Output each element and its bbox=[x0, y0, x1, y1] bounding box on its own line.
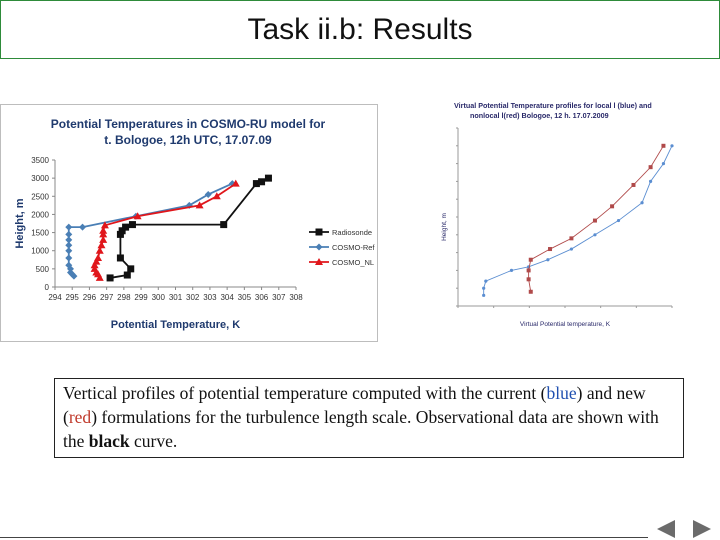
x-tick-label: 303 bbox=[203, 293, 217, 302]
right-x-axis-label: Virtual Potential temperature, K bbox=[519, 321, 611, 328]
data-point bbox=[124, 272, 131, 279]
legend-marker bbox=[316, 229, 323, 236]
x-tick-label: 302 bbox=[186, 293, 200, 302]
x-tick-label: 299 bbox=[134, 293, 148, 302]
right-series-red bbox=[527, 144, 666, 294]
caption bbox=[54, 378, 684, 458]
right-data-point bbox=[548, 247, 552, 251]
next-slide-icon[interactable] bbox=[693, 520, 711, 538]
chart-title-line: t. Bologoe, 12h UTC, 17.07.09 bbox=[104, 133, 272, 147]
slide-title: Task ii.b: Results bbox=[247, 12, 473, 46]
right-data-point bbox=[640, 201, 643, 204]
x-tick-label: 294 bbox=[48, 293, 62, 302]
right-data-point bbox=[662, 162, 665, 165]
y-tick-label: 2500 bbox=[31, 192, 49, 202]
y-tick-label: 3500 bbox=[31, 156, 49, 165]
x-tick-label: 298 bbox=[117, 293, 131, 302]
right-data-point bbox=[661, 144, 665, 148]
right-data-point bbox=[617, 219, 620, 222]
data-point bbox=[117, 254, 124, 261]
virtual-potential-temperature-chart bbox=[440, 98, 685, 330]
right-series-line bbox=[484, 146, 672, 296]
potential-temperature-chart bbox=[0, 104, 378, 342]
right-data-point bbox=[570, 247, 573, 250]
right-data-point bbox=[593, 233, 596, 236]
x-tick-label: 301 bbox=[168, 293, 183, 302]
caption-part4: curve. bbox=[129, 431, 178, 451]
data-point bbox=[107, 274, 114, 281]
data-point bbox=[129, 221, 136, 228]
caption-red-word: red bbox=[68, 407, 92, 427]
right-data-point bbox=[482, 294, 485, 297]
legend-label: COSMO-Ref bbox=[332, 243, 375, 252]
legend-label: COSMO_NL bbox=[332, 258, 375, 267]
right-data-point bbox=[593, 219, 597, 223]
right-data-point bbox=[631, 183, 635, 187]
chart-title-line: Potential Temperatures in COSMO-RU model for bbox=[50, 117, 326, 131]
right-data-point bbox=[510, 269, 513, 272]
y-tick-label: 500 bbox=[35, 264, 49, 274]
right-chart-title-line: Virtual Potential Temperature profiles for local l (blue) and bbox=[454, 101, 652, 110]
right-data-point bbox=[484, 279, 487, 282]
x-tick-label: 306 bbox=[254, 293, 269, 302]
right-data-point bbox=[649, 180, 652, 183]
caption-black-word: black bbox=[88, 431, 130, 451]
data-point bbox=[220, 221, 227, 228]
x-tick-label: 296 bbox=[82, 293, 97, 302]
y-axis-label: Height, m bbox=[14, 198, 26, 249]
right-data-point bbox=[529, 258, 533, 262]
right-data-point bbox=[610, 204, 614, 208]
right-chart-title bbox=[454, 101, 652, 120]
x-tick-label: 300 bbox=[151, 293, 165, 302]
caption-part2: ) and new ( bbox=[63, 383, 646, 427]
y-tick-label: 1500 bbox=[31, 228, 49, 238]
right-chart-title-line: nonlocal l(red) Bologoe, 12 h. 17.07.2009 bbox=[470, 111, 609, 120]
right-data-point bbox=[546, 258, 549, 261]
right-data-point bbox=[569, 236, 573, 240]
x-tick-label: 305 bbox=[237, 293, 252, 302]
legend-label: Radiosonde bbox=[332, 228, 373, 237]
right-y-axis-label: Height, m bbox=[441, 213, 448, 241]
previous-slide-icon[interactable] bbox=[657, 520, 675, 538]
x-tick-label: 308 bbox=[289, 293, 303, 302]
caption-part1: Vertical profiles of potential temperature computed with the current ( bbox=[63, 383, 547, 403]
x-tick-label: 307 bbox=[272, 293, 286, 302]
data-point bbox=[258, 178, 265, 185]
right-data-point bbox=[527, 277, 531, 281]
right-series-blue bbox=[482, 144, 674, 297]
y-tick-label: 0 bbox=[44, 283, 49, 292]
right-data-point bbox=[670, 144, 673, 147]
right-data-point bbox=[649, 165, 653, 169]
title-bar bbox=[0, 0, 720, 59]
footer-line bbox=[0, 537, 648, 538]
caption-part3: ) formulations for the turbulence length scale. Observational data are shown with the bbox=[63, 407, 659, 451]
x-tick-label: 297 bbox=[99, 293, 114, 302]
right-data-point bbox=[529, 290, 533, 294]
data-point bbox=[122, 224, 129, 231]
right-data-point bbox=[482, 287, 485, 290]
caption-blue-word: blue bbox=[546, 383, 577, 403]
right-data-point bbox=[527, 268, 531, 272]
x-tick-label: 295 bbox=[65, 293, 79, 302]
x-tick-label: 304 bbox=[220, 293, 234, 302]
y-tick-label: 3000 bbox=[31, 174, 49, 184]
data-point bbox=[127, 265, 134, 272]
y-tick-label: 2000 bbox=[31, 210, 49, 220]
y-tick-label: 1000 bbox=[31, 246, 49, 256]
x-axis-label: Potential Temperature, K bbox=[110, 319, 241, 331]
data-point bbox=[265, 175, 272, 182]
